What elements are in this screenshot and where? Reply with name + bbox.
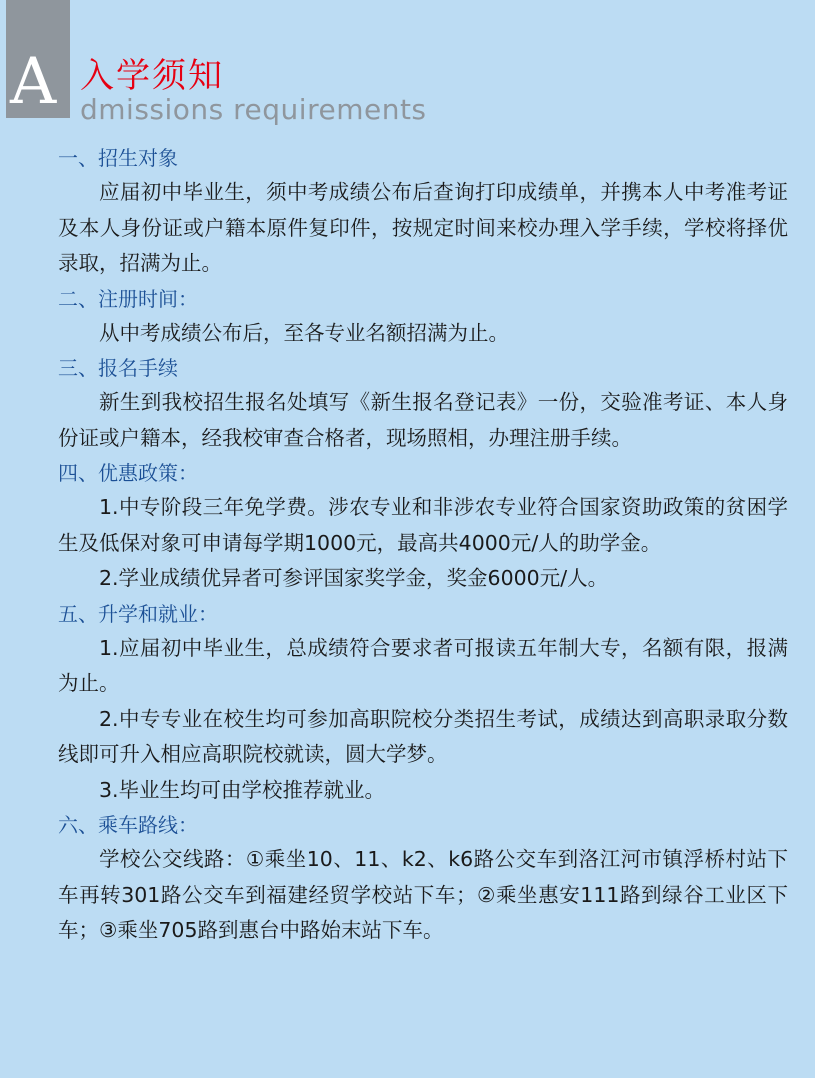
section-title: 四、优惠政策： bbox=[58, 461, 198, 485]
section-admission-targets bbox=[58, 141, 788, 282]
paragraph: 从中考成绩公布后，至各专业名额招满为止。 bbox=[99, 320, 509, 345]
section-title: 三、报名手续 bbox=[58, 356, 178, 380]
page-title: 入学须知 bbox=[80, 56, 224, 96]
section-registration-time bbox=[58, 282, 788, 352]
section-preferential-policies bbox=[58, 456, 788, 597]
paragraph: 应届初中毕业生，须中考成绩公布后查询打印成绩单，并携本人中考准考证及本人身份证或户籍本原件复印件，按规定时间来校办理入学手续，学校将择优录取，招满为止。 bbox=[58, 180, 788, 275]
section-title: 一、招生对象 bbox=[58, 146, 178, 170]
paragraph: 2.中专专业在校生均可参加高职院校分类招生考试，成绩达到高职录取分数线即可升入相应高职院校就读，圆大学梦。 bbox=[58, 706, 788, 766]
section-title: 二、注册时间： bbox=[58, 286, 198, 311]
paragraph: 新生到我校招生报名处填写《新生报名登记表》一份，交验准考证、本人身份证或户籍本，经我校审查合格者，现场照相，办理注册手续。 bbox=[58, 390, 788, 450]
page-header bbox=[0, 0, 815, 130]
page-subtitle: dmissions requirements bbox=[80, 93, 427, 126]
paragraph: 1.应届初中毕业生，总成绩符合要求者可报读五年制大专，名额有限，报满为止。 bbox=[58, 635, 788, 695]
section-title: 六、乘车路线： bbox=[58, 813, 198, 837]
initial-letter: A bbox=[10, 45, 57, 119]
content-body bbox=[58, 141, 788, 949]
section-enrollment-procedure bbox=[58, 351, 788, 456]
paragraph: 2.学业成绩优异者可参评国家奖学金，奖金6000元/人。 bbox=[99, 566, 609, 590]
section-bus-routes bbox=[58, 808, 788, 949]
section-further-study-employment bbox=[58, 597, 788, 809]
paragraph: 学校公交线路：①乘坐10、11、k2、k6路公交车到洛江河市镇浮桥村站下车再转301路公交车到福建经贸学校站下车；②乘坐惠安111路到绿谷工业区下车；③乘坐705路到惠台中路始末站下车。 bbox=[58, 847, 788, 942]
section-title: 五、升学和就业： bbox=[58, 601, 218, 626]
paragraph: 1.中专阶段三年免学费。涉农专业和非涉农专业符合国家资助政策的贫困学生及低保对象可申请每学期1000元，最高共4000元/人的助学金。 bbox=[58, 495, 788, 555]
paragraph: 3.毕业生均可由学校推荐就业。 bbox=[99, 777, 386, 802]
